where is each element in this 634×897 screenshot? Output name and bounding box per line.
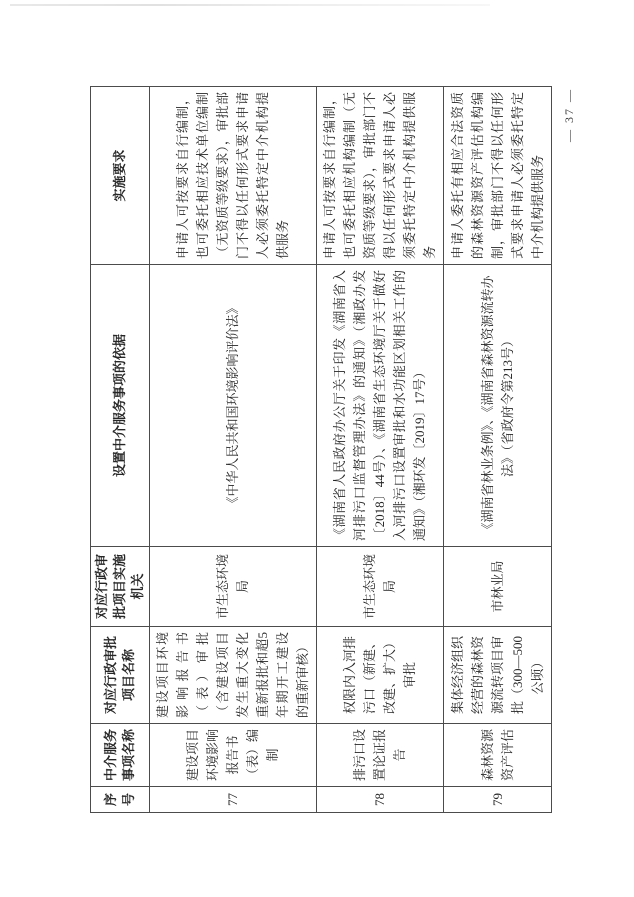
cell-requirement: 申请人可按要求自行编制，也可委托相应机构编制（无资质等级要求），审批部门不得以任何形式要求申请人必须委托特定中介机构提供服务 [317,87,444,265]
table-header-row [91,87,150,813]
table-row [444,87,552,813]
cell-service-name: 森林资源资产评估 [444,724,552,787]
table-row [317,87,444,813]
cell-approval-item: 建设项目环境影响报告书（表）审批（含建设项目发生重大变化重新报批和超5年期开工建设的重新审核） [150,627,317,724]
cell-seq: 79 [444,787,552,813]
col-header-approval-item: 对应行政审批项目名称 [91,627,150,724]
cell-agency: 市林业局 [444,547,552,627]
cell-agency: 市生态环境局 [150,547,317,627]
cell-service-name: 建设项目环境影响报告书（表）编制 [150,724,317,787]
page-number: — 37 — [562,88,576,142]
col-header-basis: 设置中介服务事项的依据 [91,265,150,547]
col-header-agency: 对应行政审批项目实施机关 [91,547,150,627]
col-header-seq: 序号 [91,787,150,813]
cell-seq: 78 [317,787,444,813]
cell-basis: 《中华人民共和国环境影响评价法》 [150,265,317,547]
cell-requirement: 申请人委托有相应合法资质的森林资源资产评估机构编制，审批部门不得以任何形式要求申请人必须委托特定中介机构提供服务 [444,87,552,265]
col-header-requirement: 实施要求 [91,87,150,265]
table-row [150,87,317,813]
cell-approval-item: 集体经济组织经营的森林资源流转项目审批（300—500公顷） [444,627,552,724]
rotated-table-container [90,87,545,813]
cell-basis: 《湖南省林业条例》、《湖南省森林资源流转办法》（省政府令第213号） [444,265,552,547]
scan-artifact [10,4,490,6]
cell-agency: 市生态环境局 [317,547,444,627]
cell-approval-item: 权限内入河排污口（新建、改建、扩大）审批 [317,627,444,724]
col-header-service-name: 中介服务事项名称 [91,724,150,787]
cell-basis: 《湖南省人民政府办公厅关于印发《湖南省入河排污口监督管理办法》的通知》（湘政办发〔2018〕44号）、《湖南省生态环境厅关于做好入河排污口设置审批和水功能区划相关工作的通知》（湘环发〔2019〕17号） [317,265,444,547]
cell-seq: 77 [150,787,317,813]
cell-service-name: 排污口设置论证报告 [317,724,444,787]
intermediary-services-table [90,86,552,813]
cell-requirement: 申请人可按要求自行编制，也可委托相应技术单位编制（无资质等级要求），审批部门不得以任何形式要求申请人必须委托特定中介机构提供服务 [150,87,317,265]
